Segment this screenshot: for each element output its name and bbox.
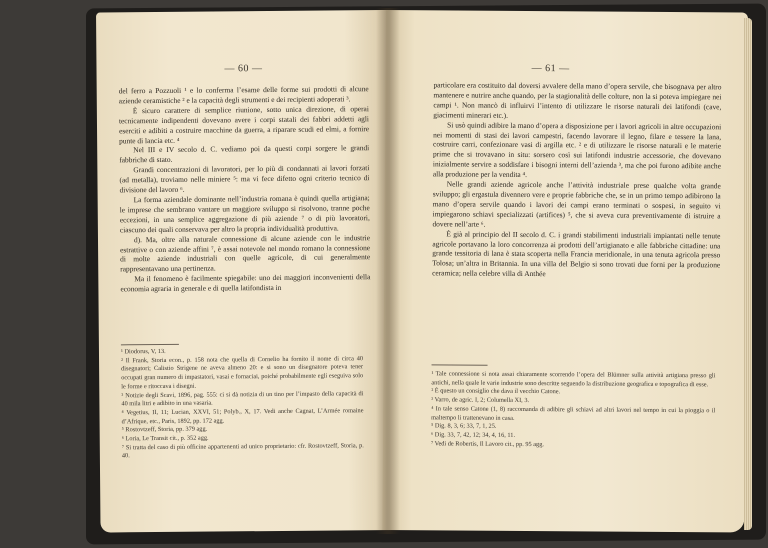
paragraph: del ferro a Pozzuoli ¹ e lo conferma l’esame delle forme sui prodotti di alcune aziende ceramistiche ² e la capacità degli strumenti e dei recipienti adoperati ³. — [118, 84, 369, 106]
paragraph: Grandi concentrazioni di lavoratori, per lo più di condannati ai lavori forzati (ad metalla), troviamo nelle miniere ⁵: ma vi fece difetto ogni criterio tecnico di divisione del lavoro ⁶. — [119, 163, 370, 195]
paragraph: Nelle grandi aziende agricole anche l’attività industriale prese qualche volta grande sviluppo; gli ergastula divennero vere e proprie fabbriche che, se in un primo tempo adibirono la mano d’opera servile quando i lavori dei campi erano terminati o sospesi, in seguito vi impiegarono schiavi specializzati (artifices) ⁵, che si aveva cura preventivamente di istruire a dovere nell’arte ⁶. — [432, 179, 721, 229]
footnote: ⁷ Vedi de Robertis, Il Lavoro cit., pp. 95 agg. — [430, 439, 544, 448]
paragraph: È sicuro carattere di semplice riunione, sotto unica direzione, di operai tecnicamente indipendenti dovevano avere i corpi statali dei fabbri addetti agli eserciti e adibiti a costruire macchine da guerra, a riparare scudi ed elmi, a fornire punte di lancia etc. ⁴ — [118, 103, 370, 145]
footnote: ⁵ Dig. 8, 3, 6; 33, 7, 1, 25. — [431, 422, 497, 430]
footnote: ⁶ Dig. 33, 7, 42, 12; 34, 4, 16, 11. — [431, 431, 516, 439]
paragraph: È già al principio del II secolo d. C. i grandi stabilimenti industriali impiantati nelle tenute agricole portavano la loro concorrenza ai prodotti dell’artigianato e alle fabbriche cittadine: una grande tessitoria di lana è stata scoperta nella Francia meridionale, in una tenuta agricola presso Tolosa; un’altra in Britannia. In una villa del Belgio si sono trovati due forni per la produzione ceramica; nella celebre villa di Anthée — [432, 229, 721, 279]
footnote: ⁷ Si tratta del caso di più officine appartenenti ad unico proprietario: cfr. Rostovtzeff, Storia, p. 40. — [121, 441, 364, 460]
page-number-left: — 60 — — [224, 63, 263, 75]
footnote: ⁴ In tale senso Catone (1, 8) raccomanda di adibire gli schiavi ad altri lavori nel tempo in cui la pioggia o il maltempo li trattenevano in casa. — [431, 405, 716, 422]
right-page — [382, 10, 748, 533]
paragraph: Ma il fenomeno è facilmente spiegabile: uno dei maggiori inconvenienti della economia agraria in generale e di quella latifondista in — [120, 272, 371, 294]
right-page-body — [432, 80, 721, 280]
paragraph: Si usò quindi adibire la mano d’opera a disposizione per i lavori agricoli in altre occupazioni nei momenti di stasi dei lavori campestri, facendo lavorare il legno, filare e tessere la lana, costruire carri, confezionare vasi di argilla etc. ² e di utilizzare le risorse naturali e le materie prime che si trovavano in situ: sorsero così sui latifondi industrie accessorie, che dovevano inizialmente servire a soddisfare i bisogni interni dell’azienda ³, ma che poi furono adibite anche alla produzione per la vendita ⁴. — [432, 120, 722, 180]
left-page — [96, 10, 393, 533]
page-edges — [744, 18, 752, 530]
right-footnotes — [431, 370, 716, 450]
footnote: ⁴ Vegetius, II, 11; Lucian, XXVI, 51; Polyb., X, 17. Vedi anche Cagnat, L’Armée romaine d’Afrique, etc., Paris, 1892, pp. 172 agg. — [121, 407, 364, 425]
footnote-rule — [121, 344, 179, 346]
paragraph: d). Ma, oltre alla naturale connessione di alcune aziende con le industrie estrattive o con aziende affini ⁷, è assai notevole nel mondo romano la connessione di molte aziende industriali con quelle agricole, di cui generalmente rappresentavano una pertinenza. — [120, 232, 371, 274]
paragraph: Nel III e IV secolo d. C. vediamo poi da questi corpi sorgere le grandi fabbriche di stato. — [119, 143, 370, 165]
book-gutter — [376, 8, 400, 534]
footnote: ¹ Diodorus, V, 13. — [120, 347, 166, 356]
footnote: ⁵ Rostovtzeff, Storia, pp. 379 agg. — [121, 425, 208, 434]
footnote-rule — [432, 364, 488, 365]
paragraph: particolare era costituito dal doversi avvalere della mano d’opera servile, che bisognava per altro mantenere e nutrire anche quando, per la stagionalità delle colture, non la si poteva impiegare nei campi ¹. Non mancò di influirvi l’intento di utilizzare le risorse naturali dei latifondi (cave, giacimenti minerari etc.). — [433, 80, 722, 120]
left-page-body — [119, 84, 371, 294]
footnote: ⁶ Loria, Le Transit cit., p. 352 agg. — [121, 434, 209, 443]
footnote: ³ Notizie degli Scavi, 1896, pag. 555: ci si dà notizia di un tino per l’impasto della capacità di 40 mila litri e adibito in una vasaria. — [121, 389, 364, 408]
left-footnotes — [121, 346, 364, 461]
page-number-right: — 61 — — [531, 63, 570, 75]
footnote: ¹ Tale connessione si nota assai chiaramente scorrendo l’opera del Blümner sulla attività artigiana presso gli antichi, nella quale le varie industrie sono descritte seguendo la distribuzione geografica e topografica di esse. — [431, 370, 716, 388]
paragraph: La forma aziendale dominante nell’industria romana è quindi quella artigiana; le imprese che sembrano vantare un maggiore sviluppo si risolvono, tranne poche eccezioni, in una semplice aggregazione di più aziende ⁷ o di più lavoratori, ciascuno dei quali conservava per altro la propria individualità produttiva. — [119, 193, 370, 235]
footnote: ² È questo un consiglio che dava il vecchio Catone. — [431, 387, 561, 396]
footnote: ³ Varro, de agric. I, 2; Columella XI, 3. — [431, 396, 530, 405]
footnote: ² Il Frank, Storia econ., p. 158 nota che quella di Cornelio ha fornito il nome di circa 40 disegnatori; Calistio Strigene ne aveva almeno 20: e si sono un disegnatore poteva tener occupati gran numero di impastatori, vasai e fornaciai, poiché probabilmente egli eseguiva solo le forme e ritoccava i disegni. — [121, 354, 364, 391]
